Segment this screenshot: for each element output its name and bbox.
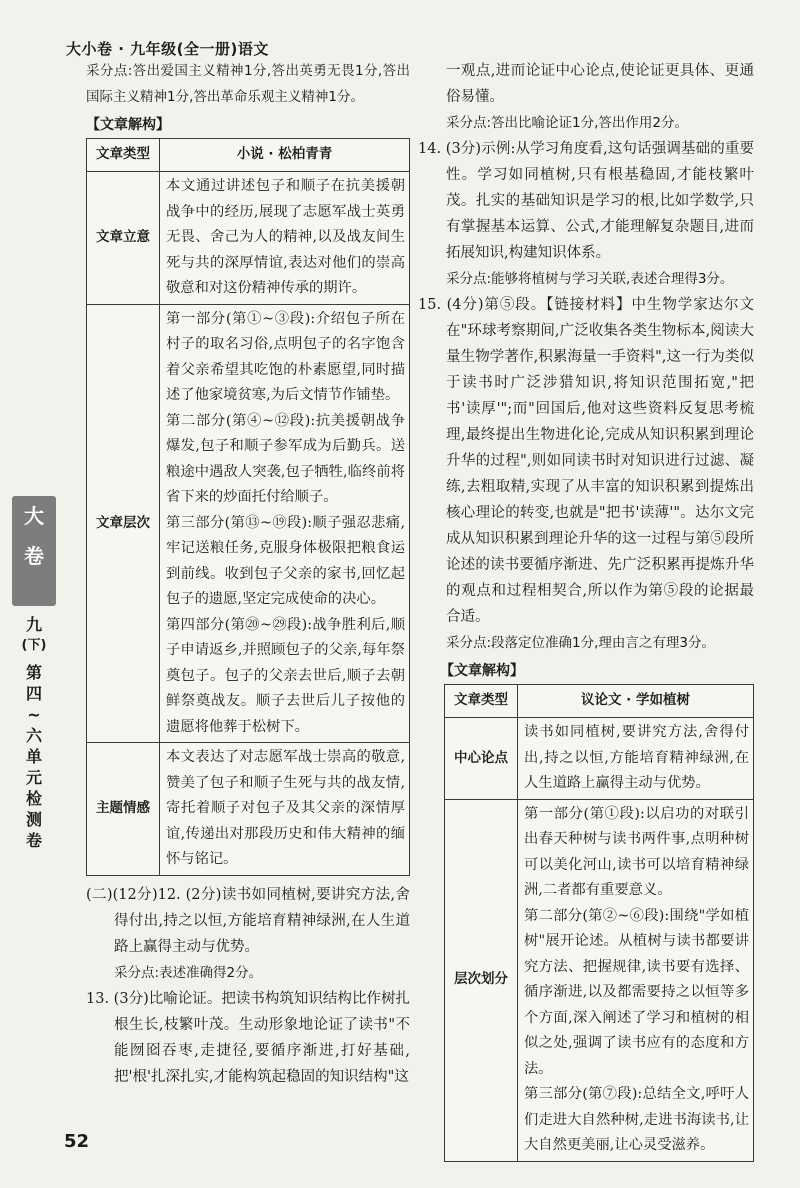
table-header-type: 文章类型	[87, 139, 160, 172]
row-body	[160, 743, 410, 876]
row-category: 主题情感	[87, 743, 160, 876]
table-header-type: 文章类型	[445, 685, 518, 718]
side-tab-char: 卷	[24, 544, 44, 568]
answer-13-continued: 一观点,进而论证中心论点,使论证更具体、更通俗易懂。	[446, 63, 754, 105]
side-char: 九	[25, 615, 42, 634]
score-note: 采分点:答出比喻论证1分,答出作用2分。	[446, 115, 689, 131]
table-row	[445, 718, 754, 800]
answer-14: 14. (3分)示例:从学习角度看,这句话强调基础的重要性。学习如同植树,只有根基稳固,才能枝繁叶茂。扎实的基础知识是学习的根,比如学数学,只有掌握基本运算、公式,才能理解复杂题目,进而拓展知识,构建知识体系。	[418, 141, 754, 261]
table-row	[87, 743, 410, 876]
section-label: 【文章解构】	[86, 117, 170, 133]
row-category: 中心论点	[445, 718, 518, 800]
row-text: 第三部分(第⑦段):总结全文,呼吁人们走进大自然种树,走进书海读书,让大自然更美丽,让心灵受滋养。	[524, 1086, 749, 1153]
row-text: 本文通过讲述包子和顺子在抗美援朝战争中的经历,展现了志愿军战士英勇无畏、舍己为人的精神,以及战友间生死与共的深厚情谊,表达对他们的崇高敬意和对这份精神传承的期许。	[166, 178, 405, 296]
analysis-table-novel	[86, 138, 410, 876]
score-note: 采分点:表述准确得2分。	[114, 964, 263, 981]
left-column	[86, 58, 410, 1090]
side-char: 元	[25, 768, 42, 787]
right-column	[418, 58, 754, 1162]
row-text: 本文表达了对志愿军战士崇高的敬意,赞美了包子和顺子生死与共的战友情,寄托着顺子对包子及其父亲的深情厚谊,传递出对那段历史和伟大精神的缅怀与铭记。	[166, 749, 405, 867]
row-text: 第二部分(第④~⑫段):抗美援朝战争爆发,包子和顺子参军成为后勤兵。送粮途中遇敌人突袭,包子牺牲,临终前将省下来的炒面托付给顺子。	[166, 412, 405, 505]
side-char: 第	[25, 663, 42, 682]
answer-15: 15. (4分)第⑤段。【链接材料】中生物学家达尔文在"环球考察期间,广泛收集各类生物标本,阅读大量生物学著作,积累海量一手资料",这一行为类似于读书时广泛涉猎知识,将知识范围拓宽,"把书'读厚'";而"回国后,他对这些资料反复思考梳理,最终提出生物进化论,完成从知识积累到理论升华的过程",则如同读书时对知识进行过滤、凝练,去粗取精,实现了从丰富的知识积累到提炼出核心理论的转变,也就是"把书'读薄'"。达尔文完成从知识积累到理论升华的这一过程与第⑤段所论述的读书要循序渐进、先广泛积累再提炼升华的观点和过程相契合,所以作为第⑤段的论据最合适。	[418, 297, 754, 625]
table-row	[445, 799, 754, 1161]
row-text: 第一部分(第①段):以启功的对联引出春天种树与读书两件事,点明种树可以美化河山,读书可以培育精神绿洲,二者都有重要意义。	[524, 805, 749, 898]
score-note: 采分点:答出爱国主义精神1分,答出英勇无畏1分,答出国际主义精神1分,答出革命乐观主义精神1分。	[86, 63, 410, 105]
side-char: ~	[27, 705, 41, 724]
side-char: 四	[25, 684, 42, 703]
table-header-title: 议论文 · 学如植树	[518, 685, 754, 718]
row-body	[518, 718, 754, 800]
answer-12: (二)(12分)12. (2分)读书如同植树,要讲究方法,舍得付出,持之以恒,方能培育精神绿洲,在人生道路上赢得主动与优势。	[86, 886, 410, 955]
page-number: 52	[64, 1131, 90, 1152]
side-char: 卷	[25, 831, 42, 850]
table-wrap	[418, 684, 754, 1162]
side-vertical-title	[14, 614, 54, 851]
side-char: (下)	[21, 638, 47, 653]
score-note: 采分点:段落定位准确1分,理由言之有理3分。	[446, 635, 716, 651]
side-tab	[12, 496, 56, 606]
section-label: 【文章解构】	[440, 663, 524, 679]
side-char: 检	[25, 789, 42, 808]
row-text: 第四部分(第⑳~㉙段):战争胜利后,顺子申请返乡,并照顾包子的父亲,每年祭奠包子。包子的父亲去世后,顺子去朝鲜祭奠战友。顺子去世后儿子按他的遗愿将他葬于松树下。	[166, 616, 405, 735]
table-row	[87, 172, 410, 305]
table-row	[87, 304, 410, 743]
row-text: 第一部分(第①~③段):介绍包子所在村子的取名习俗,点明包子的名字饱含着父亲希望其吃饱的朴素愿望,同时描述了他家境贫寒,为后文情节作铺垫。	[166, 310, 405, 403]
analysis-table-essay	[444, 684, 754, 1162]
row-category: 层次划分	[445, 799, 518, 1161]
row-body	[160, 304, 410, 743]
score-note: 采分点:能够将植树与学习关联,表述合理得3分。	[446, 271, 734, 287]
row-text: 读书如同植树,要讲究方法,舍得付出,持之以恒,方能培育精神绿洲,在人生道路上赢得主动与优势。	[524, 724, 749, 791]
table-header-title: 小说 · 松柏青青	[160, 139, 410, 172]
row-text: 第三部分(第⑬~⑲段):顺子强忍悲痛,牢记送粮任务,克服身体极限把粮食运到前线。收到包子父亲的家书,回忆起包子的遗愿,坚定完成使命的决心。	[166, 514, 405, 607]
side-char: 测	[25, 810, 42, 829]
row-body	[160, 172, 410, 305]
side-char: 单	[25, 747, 42, 766]
answer-13: 13. (3分)比喻论证。把读书构筑知识结构比作树扎根生长,枝繁叶茂。生动形象地论证了读书"不能囫囵吞枣,走捷径,要循序渐进,打好基础,把'根'扎深扎实,才能构筑起稳固的知识结构"这	[86, 990, 410, 1085]
row-category: 文章层次	[87, 304, 160, 743]
row-category: 文章立意	[87, 172, 160, 305]
running-header: 大小卷 · 九年级(全一册)语文	[66, 40, 269, 58]
side-tab-char: 大	[24, 504, 44, 528]
row-text: 第二部分(第②~⑥段):围绕"学如植树"展开论述。从植树与读书都要讲究方法、把握规律,读书要有选择、循序渐进,以及都需要持之以恒等多个方面,深入阐述了学习和植树的相似之处,强调了读书应有的态度和方法。	[524, 907, 749, 1077]
side-char: 六	[25, 726, 42, 745]
row-body	[518, 799, 754, 1161]
